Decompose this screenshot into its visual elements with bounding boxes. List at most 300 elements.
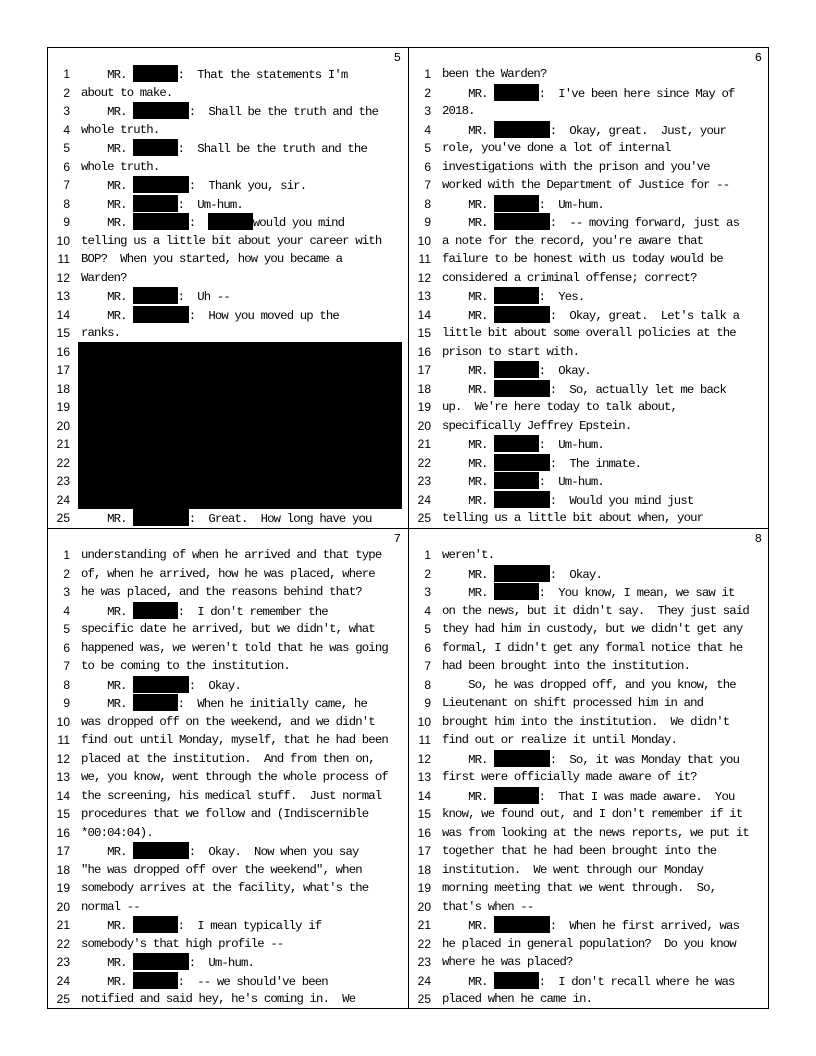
page-number: 7 — [393, 532, 401, 546]
line-segment: morning meeting that we went through. So, — [442, 881, 717, 895]
line-segment: placed at the institution. And from then on, — [81, 751, 375, 766]
line-number: 5 — [63, 622, 70, 636]
transcript-line — [48, 176, 407, 195]
redaction-bar — [133, 953, 189, 970]
transcript-line — [48, 546, 407, 565]
line-text — [81, 861, 362, 879]
line-segment: MR. — [442, 493, 495, 508]
redaction-bar — [133, 916, 177, 933]
line-segment: had been brought into the institution. — [442, 659, 691, 673]
line-text — [81, 324, 120, 342]
line-number: 14 — [56, 307, 70, 322]
line-number: 19 — [417, 400, 431, 414]
line-segment: MR. — [442, 789, 495, 804]
line-number: 10 — [56, 714, 70, 729]
line-number: 25 — [417, 992, 431, 1006]
line-text — [81, 990, 355, 1008]
line-number: 10 — [417, 714, 431, 729]
transcript-line — [409, 676, 768, 695]
line-text — [442, 250, 723, 268]
line-segment: MR. — [442, 197, 495, 212]
transcript-line — [48, 824, 407, 843]
redaction-bar — [133, 306, 189, 323]
transcript-line — [409, 213, 768, 232]
line-number: 21 — [56, 918, 70, 932]
transcript-line — [48, 306, 407, 325]
line-text — [442, 824, 749, 842]
transcript-page-6 — [409, 48, 768, 527]
line-text — [442, 879, 716, 897]
transcript-line — [48, 121, 407, 140]
line-number: 3 — [424, 104, 431, 118]
transcript-line — [48, 916, 407, 935]
line-text — [81, 768, 388, 786]
line-number: 9 — [63, 215, 70, 229]
transcript-line — [409, 435, 768, 454]
line-segment: would you mind — [252, 216, 345, 230]
line-segment: MR. — [81, 197, 134, 212]
transcript-line — [409, 731, 768, 750]
line-segment: MR. — [442, 456, 495, 471]
line-text — [81, 676, 241, 695]
line-text — [81, 935, 283, 953]
line-segment: a note for the record, you're aware that — [442, 233, 704, 248]
line-segment: MR. — [442, 364, 495, 378]
line-segment: : Okay. — [538, 364, 591, 378]
redaction-bar — [133, 509, 189, 526]
line-text — [81, 232, 381, 250]
line-number: 13 — [417, 289, 431, 303]
line-segment: where he was placed? — [442, 955, 573, 969]
line-text — [442, 842, 716, 860]
line-number: 24 — [56, 973, 70, 988]
line-segment: MR. — [442, 919, 495, 933]
line-text — [442, 639, 742, 657]
line-text — [442, 916, 739, 935]
line-segment: : Great. How long have you — [188, 512, 372, 526]
line-segment: MR. — [442, 86, 495, 101]
line-number: 14 — [56, 788, 70, 803]
line-number: 12 — [417, 270, 431, 285]
line-number: 15 — [56, 326, 70, 340]
line-segment: : Shall be the truth and the — [177, 142, 367, 156]
line-text — [81, 824, 153, 842]
redaction-bar — [494, 565, 550, 582]
line-segment: ranks. — [81, 326, 121, 340]
line-text — [442, 657, 690, 675]
line-segment: we, you know, went through the whole process of — [81, 770, 388, 784]
transcript-line — [48, 139, 407, 158]
line-text — [442, 565, 602, 584]
transcript-line — [409, 139, 768, 158]
transcript-line — [48, 287, 407, 306]
redaction-bar — [494, 380, 550, 397]
line-segment: *00:04:04). — [81, 825, 153, 840]
transcript-line — [48, 232, 407, 251]
transcript-line — [48, 657, 407, 676]
line-text — [442, 861, 703, 879]
redaction-bar — [494, 435, 538, 452]
transcript-line — [48, 65, 407, 84]
redaction-bar — [494, 787, 538, 804]
line-text — [81, 916, 321, 935]
line-text — [81, 102, 378, 121]
line-segment: about to make. — [81, 85, 173, 100]
line-segment: procedures that we follow and (Indiscernible — [81, 807, 369, 821]
line-segment: MR. — [81, 604, 134, 619]
transcript-line — [409, 657, 768, 676]
line-text — [442, 953, 573, 971]
line-segment: telling us a little bit about your career with — [81, 233, 382, 248]
transcript-line — [48, 84, 407, 103]
transcript-line — [48, 768, 407, 787]
transcript-line — [409, 972, 768, 991]
line-segment: investigations with the prison and you've — [442, 159, 710, 174]
redaction-bar — [494, 213, 550, 230]
line-text — [81, 269, 127, 287]
line-number: 12 — [417, 751, 431, 766]
line-number: 4 — [424, 122, 431, 137]
transcript-line — [48, 602, 407, 621]
transcript-line — [409, 805, 768, 824]
line-segment: notified and said hey, he's coming in. We — [81, 992, 356, 1006]
line-text — [81, 121, 159, 139]
transcript-page-5 — [48, 48, 407, 527]
line-number: 19 — [56, 400, 70, 414]
line-number: 13 — [56, 289, 70, 303]
line-segment: : That the statements I'm — [177, 68, 348, 82]
transcript-line — [409, 842, 768, 861]
redaction-bar — [494, 195, 538, 212]
line-text — [442, 990, 592, 1008]
line-segment: : Yes. — [538, 290, 585, 304]
line-segment: find out until Monday, myself, that he had been — [81, 733, 388, 747]
line-number: 18 — [417, 381, 431, 396]
line-number: 2 — [63, 85, 70, 100]
line-segment: prison to start with. — [442, 344, 580, 359]
transcript-line — [48, 639, 407, 658]
redaction-bar — [133, 676, 189, 693]
transcript-line — [409, 916, 768, 935]
line-segment: : I don't recall where he was — [538, 974, 735, 989]
line-text — [442, 213, 739, 232]
line-segment: MR. — [81, 290, 134, 304]
line-text — [442, 454, 641, 473]
line-number: 10 — [56, 233, 70, 248]
line-segment: that's when -- — [442, 899, 534, 914]
line-number: 20 — [56, 899, 70, 914]
line-segment: to be coming to the institution. — [81, 659, 290, 673]
line-number: 24 — [56, 492, 70, 507]
transcript-line — [48, 953, 407, 972]
transcript-line — [48, 509, 407, 528]
line-number: 16 — [417, 825, 431, 840]
line-text — [442, 935, 736, 953]
line-segment: : You know, I mean, we saw it — [538, 586, 735, 600]
line-text — [442, 805, 742, 823]
line-number: 25 — [56, 992, 70, 1006]
redaction-bar — [133, 694, 177, 711]
redaction-bar — [494, 472, 538, 489]
line-segment: find out or realize it until Monday. — [442, 733, 678, 747]
line-text — [442, 898, 533, 916]
redaction-bar — [494, 287, 538, 304]
line-number: 3 — [424, 585, 431, 599]
line-text — [442, 676, 736, 694]
line-segment: weren't. — [442, 548, 495, 562]
transcript-line — [409, 546, 768, 565]
line-segment: brought him into the institution. We didn't — [442, 714, 730, 729]
redaction-bar — [494, 972, 538, 989]
transcript-line — [409, 787, 768, 806]
transcript-line — [409, 343, 768, 362]
line-number: 4 — [63, 603, 70, 618]
line-number: 10 — [417, 233, 431, 248]
line-segment: understanding of when he arrived and that type — [81, 548, 382, 562]
line-number: 3 — [63, 585, 70, 599]
line-text — [442, 306, 739, 325]
transcript-sheet — [47, 47, 769, 1009]
line-segment: MR. — [442, 438, 495, 452]
line-segment: normal -- — [81, 899, 140, 914]
line-text — [442, 509, 703, 527]
line-segment: : Um-hum. — [188, 956, 255, 970]
transcript-line — [409, 472, 768, 491]
line-segment: first were officially made aware of it? — [442, 770, 697, 784]
line-number: 1 — [424, 67, 431, 81]
line-text — [442, 324, 736, 342]
transcript-line — [409, 102, 768, 121]
page-lines — [48, 546, 407, 1009]
redaction-bar — [494, 306, 550, 323]
transcript-page-7 — [48, 529, 407, 1008]
line-number: 7 — [63, 659, 70, 673]
line-text — [81, 953, 254, 972]
line-number: 7 — [63, 178, 70, 192]
line-segment: happened was, we weren't told that he was going — [81, 640, 388, 655]
transcript-line — [409, 620, 768, 639]
line-number: 8 — [424, 196, 431, 211]
line-number: 25 — [56, 511, 70, 525]
line-text — [81, 84, 172, 102]
line-segment: : When he initially came, he — [177, 697, 367, 711]
redaction-bar — [494, 916, 550, 933]
line-number: 9 — [63, 696, 70, 710]
line-number: 11 — [57, 252, 70, 266]
page-number: 6 — [754, 51, 762, 65]
line-segment: : How you moved up the — [188, 308, 339, 323]
line-text — [442, 361, 591, 380]
transcript-line — [409, 398, 768, 417]
transcript-line — [48, 158, 407, 177]
line-number: 9 — [424, 215, 431, 229]
line-text — [81, 972, 328, 991]
transcript-line — [409, 454, 768, 473]
line-segment: Lieutenant on shift processed him in and — [442, 696, 704, 710]
page-lines — [409, 65, 768, 528]
line-segment: MR. — [81, 919, 134, 933]
line-number: 4 — [424, 603, 431, 618]
line-segment: been the Warden? — [442, 67, 547, 81]
line-text — [81, 583, 362, 601]
line-number: 1 — [63, 548, 70, 562]
redaction-bar — [208, 213, 252, 230]
line-number: 12 — [56, 270, 70, 285]
transcript-line — [48, 583, 407, 602]
line-number: 23 — [56, 955, 70, 969]
line-number: 18 — [56, 862, 70, 877]
transcript-line — [48, 842, 407, 861]
transcript-line — [409, 713, 768, 732]
line-segment: MR. — [81, 142, 134, 156]
line-segment: on the news, but it didn't say. They just said — [442, 603, 749, 618]
line-number: 13 — [417, 770, 431, 784]
redaction-bar — [133, 602, 177, 619]
line-text — [442, 158, 710, 176]
line-number: 2 — [424, 85, 431, 100]
line-number: 14 — [417, 788, 431, 803]
line-segment: : I mean typically if — [177, 919, 322, 933]
redaction-bar — [133, 972, 177, 989]
line-segment: whole truth. — [81, 122, 160, 137]
line-segment: MR. — [81, 678, 134, 693]
transcript-line — [48, 879, 407, 898]
line-number: 24 — [417, 973, 431, 988]
line-segment: the screening, his medical stuff. Just normal — [81, 788, 382, 803]
line-text — [442, 972, 735, 991]
line-segment: : Um-hum. — [177, 197, 243, 212]
transcript-line — [409, 84, 768, 103]
line-text — [442, 583, 735, 602]
transcript-line — [48, 676, 407, 695]
line-number: 8 — [63, 196, 70, 211]
line-number: 9 — [424, 696, 431, 710]
line-segment: : Um-hum. — [538, 197, 604, 212]
line-number: 6 — [63, 159, 70, 174]
line-segment: : I don't remember the — [177, 604, 328, 619]
line-text — [442, 287, 584, 306]
line-text — [442, 380, 726, 399]
line-number: 17 — [56, 844, 70, 858]
line-number: 20 — [417, 418, 431, 433]
line-segment: MR. — [442, 382, 495, 397]
line-number: 7 — [424, 178, 431, 192]
line-text — [81, 65, 347, 84]
line-segment: MR. — [442, 290, 495, 304]
line-segment: : — [188, 216, 209, 230]
line-text — [442, 602, 749, 620]
transcript-line — [48, 102, 407, 121]
line-text — [81, 879, 368, 897]
line-segment: : Um-hum. — [538, 438, 604, 452]
transcript-line — [48, 269, 407, 288]
line-text — [81, 509, 372, 528]
line-segment: specific date he arrived, but we didn't, what — [81, 622, 375, 636]
line-number: 11 — [418, 252, 431, 266]
redaction-bar — [494, 121, 550, 138]
transcript-line — [409, 879, 768, 898]
line-segment: : -- we should've been — [177, 974, 328, 989]
transcript-line — [409, 583, 768, 602]
line-text — [442, 694, 703, 712]
transcript-line — [48, 805, 407, 824]
line-segment: MR. — [81, 216, 134, 230]
line-text — [81, 639, 388, 657]
line-segment: know, we found out, and I don't remember if it — [442, 807, 743, 821]
line-text — [81, 602, 328, 621]
line-segment: somebody's that high profile -- — [81, 936, 284, 951]
line-text — [81, 898, 140, 916]
line-segment: : Okay, great. Just, your — [549, 123, 727, 138]
redaction-bar — [133, 139, 177, 156]
line-number: 22 — [56, 455, 70, 470]
transcript-line — [409, 491, 768, 510]
redaction-bar — [133, 287, 177, 304]
line-text — [81, 805, 368, 823]
line-text — [81, 565, 375, 583]
line-number: 22 — [417, 455, 431, 470]
line-segment: formal, I didn't get any formal notice that he — [442, 640, 743, 655]
transcript-line — [409, 269, 768, 288]
transcript-line — [409, 380, 768, 399]
line-segment: together that he had been brought into the — [442, 844, 717, 858]
line-text — [442, 491, 693, 510]
line-number: 5 — [424, 622, 431, 636]
line-number: 15 — [56, 807, 70, 821]
transcript-line — [409, 250, 768, 269]
line-segment: little bit about some overall policies at the — [442, 326, 736, 340]
line-segment: : I've been here since May of — [538, 86, 735, 101]
line-segment: MR. — [442, 123, 495, 138]
line-segment: MR. — [442, 752, 495, 767]
transcript-line — [409, 935, 768, 954]
line-segment: : The inmate. — [549, 456, 642, 471]
line-segment: placed when he came in. — [442, 992, 593, 1006]
line-segment: he was placed, and the reasons behind that? — [81, 585, 362, 599]
redaction-bar — [133, 102, 189, 119]
transcript-line — [409, 509, 768, 528]
line-number: 23 — [417, 955, 431, 969]
transcript-line — [409, 990, 768, 1009]
transcript-line — [48, 731, 407, 750]
line-number: 7 — [424, 659, 431, 673]
transcript-line — [48, 324, 407, 343]
line-segment: MR. — [81, 512, 134, 526]
line-segment: MR. — [81, 179, 134, 193]
transcript-line — [409, 306, 768, 325]
line-number: 23 — [417, 474, 431, 488]
transcript-line — [409, 861, 768, 880]
transcript-line — [409, 176, 768, 195]
transcript-line — [409, 824, 768, 843]
transcript-page-8 — [409, 529, 768, 1008]
line-number: 16 — [56, 825, 70, 840]
line-number: 23 — [56, 474, 70, 488]
line-text — [442, 398, 677, 416]
transcript-line — [48, 195, 407, 214]
line-number: 25 — [417, 511, 431, 525]
line-text — [442, 269, 697, 287]
line-number: 18 — [417, 862, 431, 877]
line-segment: he placed in general population? Do you know — [442, 936, 736, 951]
page-number: 8 — [754, 532, 762, 546]
line-segment: : Would you mind just — [549, 493, 694, 508]
line-segment: Warden? — [81, 270, 127, 285]
line-text — [442, 750, 739, 769]
line-segment: was dropped off on the weekend, and we didn't — [81, 714, 375, 729]
transcript-line — [409, 602, 768, 621]
line-segment: MR. — [81, 956, 134, 970]
